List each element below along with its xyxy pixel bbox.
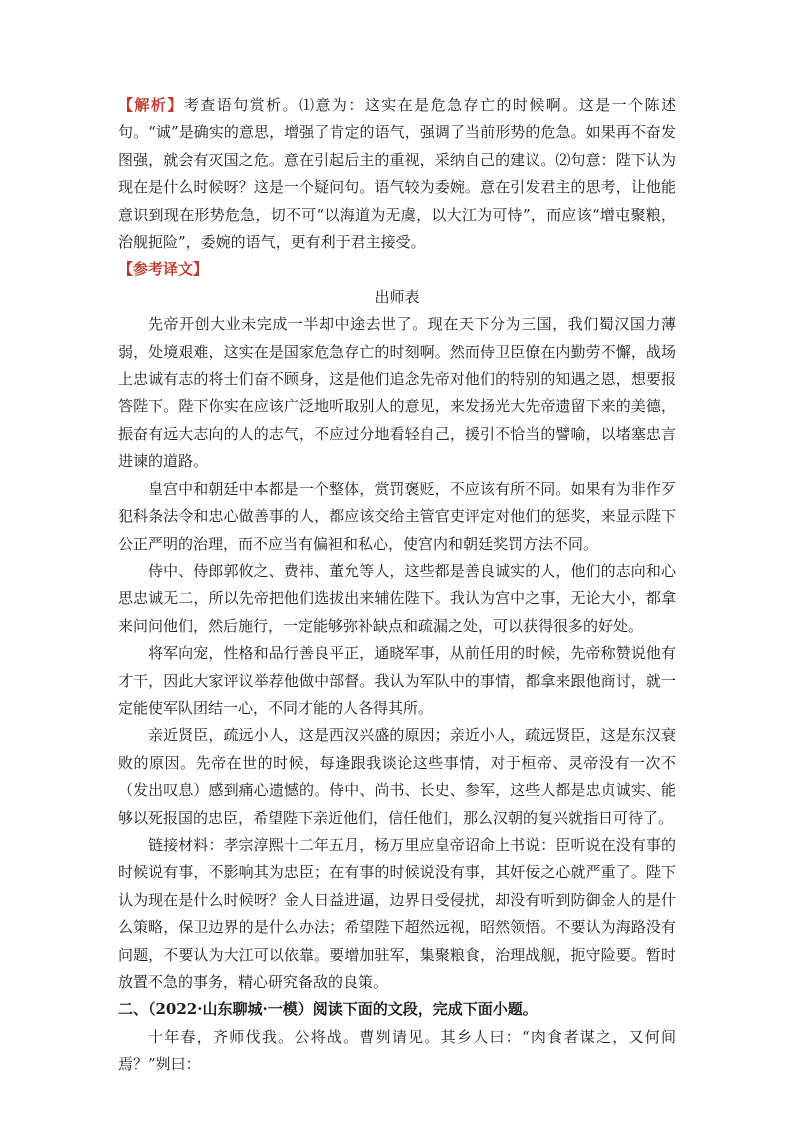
translation-title: 出师表	[374, 287, 420, 306]
translation-paragraph: 皇宫中和朝廷中本都是一个整体，赏罚褒贬，不应该有所不同。如果有为非作歹犯科条法令和忠心做善事的人，都应该交给主管官吏评定对他们的惩奖，来显示陛下公正严明的治理，而不应当有偏袒和私心，使宫内和朝廷奖罚方法不同。	[118, 479, 676, 553]
translation-paragraph: 将军向宠，性格和品行善良平正，通晓军事，从前任用的时候，先帝称赞说他有才干，因此大家评议举荐他做中部督。我认为军队中的事情，都拿来跟他商讨，就一定能使军队团结一心，不同才能的人各得其所。	[118, 644, 676, 717]
translation-paragraph: 先帝开创大业未完成一半却中途去世了。现在天下分为三国，我们蜀汉国力薄弱，处境艰难，这实在是国家危急存亡的时刻啊。然而侍卫臣僚在内勤劳不懈，战场上忠诚有志的将士们奋不顾身，这是他们追念先帝对他们的特别的知遇之恩，想要报答陛下。陛下你实在应该广泛地听取别人的意见，来发扬光大先帝遗留下来的美德，振奋有远大志向的人的志气，不应过分地看轻自己，援引不恰当的譬喻，以堵塞忠言进谏的道路。	[118, 315, 676, 471]
link-material-paragraph: 链接材料：孝宗淳熙十二年五月，杨万里应皇帝诏命上书说：臣听说在没有事的时候说有事，不影响其为忠臣；在有事的时候说没有事，其奸佞之心就严重了。陛下认为现在是什么时候呀？金人日益进逼，边界日受侵扰，却没有听到防御金人的是什么策略，保卫边界的是什么办法；希望陛下超然远视，昭然领悟。不要认为海路没有问题，不要认为大江可以依靠。要增加驻军，集聚粮食，治理战舰，扼守险要。暂时放置不急的事务，精心研究备敌的良策。	[118, 835, 676, 991]
section-two-heading: 二、（2022·山东聊城·一模）阅读下面的文段，完成下面小题。	[118, 1000, 538, 1019]
section-two-text: 十年春，齐师伐我。公将战。曹刿请见。其乡人曰：“肉食者谋之，又何间焉？”刿曰：	[118, 1027, 676, 1074]
translation-paragraph: 侍中、侍郎郭攸之、费祎、董允等人，这些都是善良诚实的人，他们的志向和心思忠诚无二，所以先帝把他们选拔出来辅佐陛下。我认为宫中之事，无论大小，都拿来问问他们，然后施行，一定能够弥补缺点和疏漏之处，可以获得很多的好处。	[118, 561, 676, 635]
translation-tag: 【参考译文】	[118, 260, 209, 279]
document-page	[118, 92, 676, 1079]
translation-tag-line	[118, 256, 676, 283]
translation-paragraph: 亲近贤臣，疏远小人，这是西汉兴盛的原因；亲近小人，疏远贤臣，这是东汉衰败的原因。先帝在世的时候，每逢跟我谈论这些事情，对于桓帝、灵帝没有一次不（发出叹息）感到痛心遗憾的。侍中、尚书、长史、参军，这些人都是忠贞诚实、能够以死报国的忠臣，希望陛下亲近他们，信任他们，那么汉朝的复兴就指日可待了。	[118, 726, 676, 827]
analysis-text: 考查语句赏析。⑴意为：这实在是危急存亡的时候啊。这是一个陈述句。“诚”是确实的意思，增强了肯定的语气，强调了当前形势的危急。如果再不奋发图强，就会有灭国之危。意在引起后主的重视，采纳自己的建议。⑵句意：陛下认为现在是什么时候呀？这是一个疑问句。语气较为委婉。意在引发君主的思考，让他能意识到现在形势危急，切不可“以海道为无虞，以大江为可恃”，而应该“增屯聚粮，治舰扼险”，委婉的语气，更有利于君主接受。	[118, 96, 676, 252]
analysis-tag: 【解析】	[118, 96, 184, 114]
analysis-paragraph	[118, 92, 676, 256]
